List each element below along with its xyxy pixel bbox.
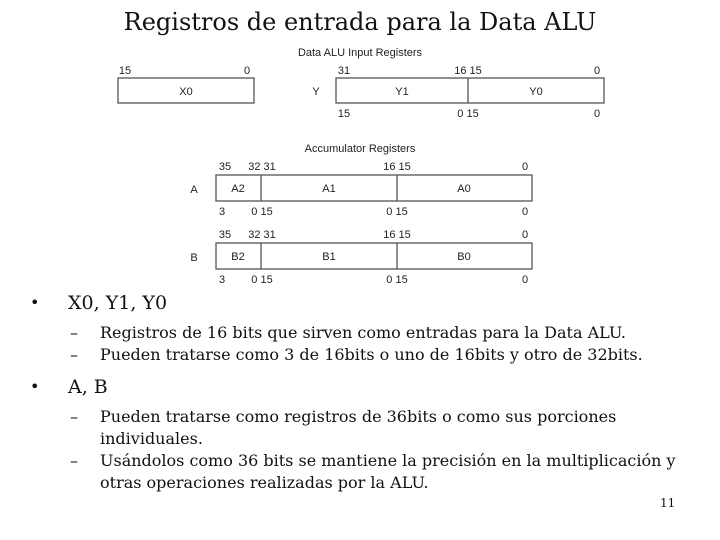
accumulator-a-label: A — [190, 184, 198, 196]
b-bit-32-31: 32 31 — [248, 229, 276, 241]
input-registers-title: Data ALU Input Registers — [297, 47, 423, 59]
y1-cell: Y1 — [395, 86, 409, 98]
accumulator-b-label: B — [190, 252, 198, 264]
bullet-text: X0, Y1, Y0 — [68, 292, 168, 314]
b-bottom-bit-0-15: 0 15 — [251, 274, 273, 286]
y-bottom-bit-0-15: 0 15 — [457, 108, 479, 120]
sub-bullet-item — [30, 322, 700, 344]
sub-bullet-item — [30, 344, 700, 366]
bullet-dot: • — [30, 377, 40, 396]
y-bit-0: 0 — [593, 65, 601, 77]
a-bit-35: 35 — [218, 161, 232, 173]
bullet-list — [30, 290, 700, 502]
a-bit-0: 0 — [521, 161, 529, 173]
x0-cell: X0 — [179, 86, 193, 98]
page-number: 11 — [660, 496, 676, 510]
x-bit-0: 0 — [243, 65, 251, 77]
a-bottom-bit-3: 3 — [218, 206, 226, 218]
sub-bullet-list — [30, 406, 700, 494]
sub-bullet-list — [30, 322, 700, 366]
accumulator-b-box — [216, 243, 532, 269]
sub-bullet-text: Pueden tratarse como registros de 36bits o como sus porciones individuales. — [100, 407, 617, 448]
sub-bullet-text: Pueden tratarse como 3 de 16bits o uno de 16bits y otro de 32bits. — [100, 345, 643, 364]
sub-bullet-item — [30, 450, 700, 494]
y-register-box — [336, 78, 604, 103]
b-bit-0: 0 — [521, 229, 529, 241]
y-bit-16-15: 16 15 — [454, 65, 482, 77]
a-bottom-bit-0-15b: 0 15 — [386, 206, 408, 218]
a-bottom-bit-0-15: 0 15 — [251, 206, 273, 218]
a2-cell: A2 — [231, 183, 245, 195]
b-bottom-bit-3: 3 — [218, 274, 226, 286]
sub-bullet-text: Usándolos como 36 bits se mantiene la precisión en la multiplicación y otras operaciones realizadas por la ALU. — [100, 451, 676, 492]
sub-bullet-item — [30, 406, 700, 450]
slide-title: Registros de entrada para la Data ALU — [123, 8, 597, 36]
accumulator-registers-title: Accumulator Registers — [304, 143, 416, 155]
b-bit-16-15: 16 15 — [383, 229, 411, 241]
bullet-item — [30, 290, 700, 316]
y-bottom-bit-0: 0 — [593, 108, 601, 120]
b-bottom-bit-0: 0 — [521, 274, 529, 286]
dash-marker: – — [70, 451, 78, 470]
dash-marker: – — [70, 407, 78, 426]
a-bottom-bit-0: 0 — [521, 206, 529, 218]
a1-cell: A1 — [322, 183, 336, 195]
a-bit-32-31: 32 31 — [248, 161, 276, 173]
y0-cell: Y0 — [529, 86, 543, 98]
b-bit-35: 35 — [218, 229, 232, 241]
dash-marker: – — [70, 345, 78, 364]
bullet-dot: • — [30, 293, 40, 312]
y-bottom-bit-15: 15 — [337, 108, 351, 120]
y-bit-31: 31 — [337, 65, 351, 77]
b2-cell: B2 — [231, 251, 245, 263]
bullet-text: A, B — [68, 376, 108, 398]
y-register-label: Y — [312, 86, 320, 98]
sub-bullet-text: Registros de 16 bits que sirven como entradas para la Data ALU. — [100, 323, 626, 342]
b-bottom-bit-0-15b: 0 15 — [386, 274, 408, 286]
b0-cell: B0 — [457, 251, 471, 263]
dash-marker: – — [70, 323, 78, 342]
a0-cell: A0 — [457, 183, 471, 195]
b1-cell: B1 — [322, 251, 336, 263]
bullet-item — [30, 374, 700, 400]
accumulator-a-box — [216, 175, 532, 201]
a-bit-16-15: 16 15 — [383, 161, 411, 173]
x-bit-15: 15 — [118, 65, 132, 77]
